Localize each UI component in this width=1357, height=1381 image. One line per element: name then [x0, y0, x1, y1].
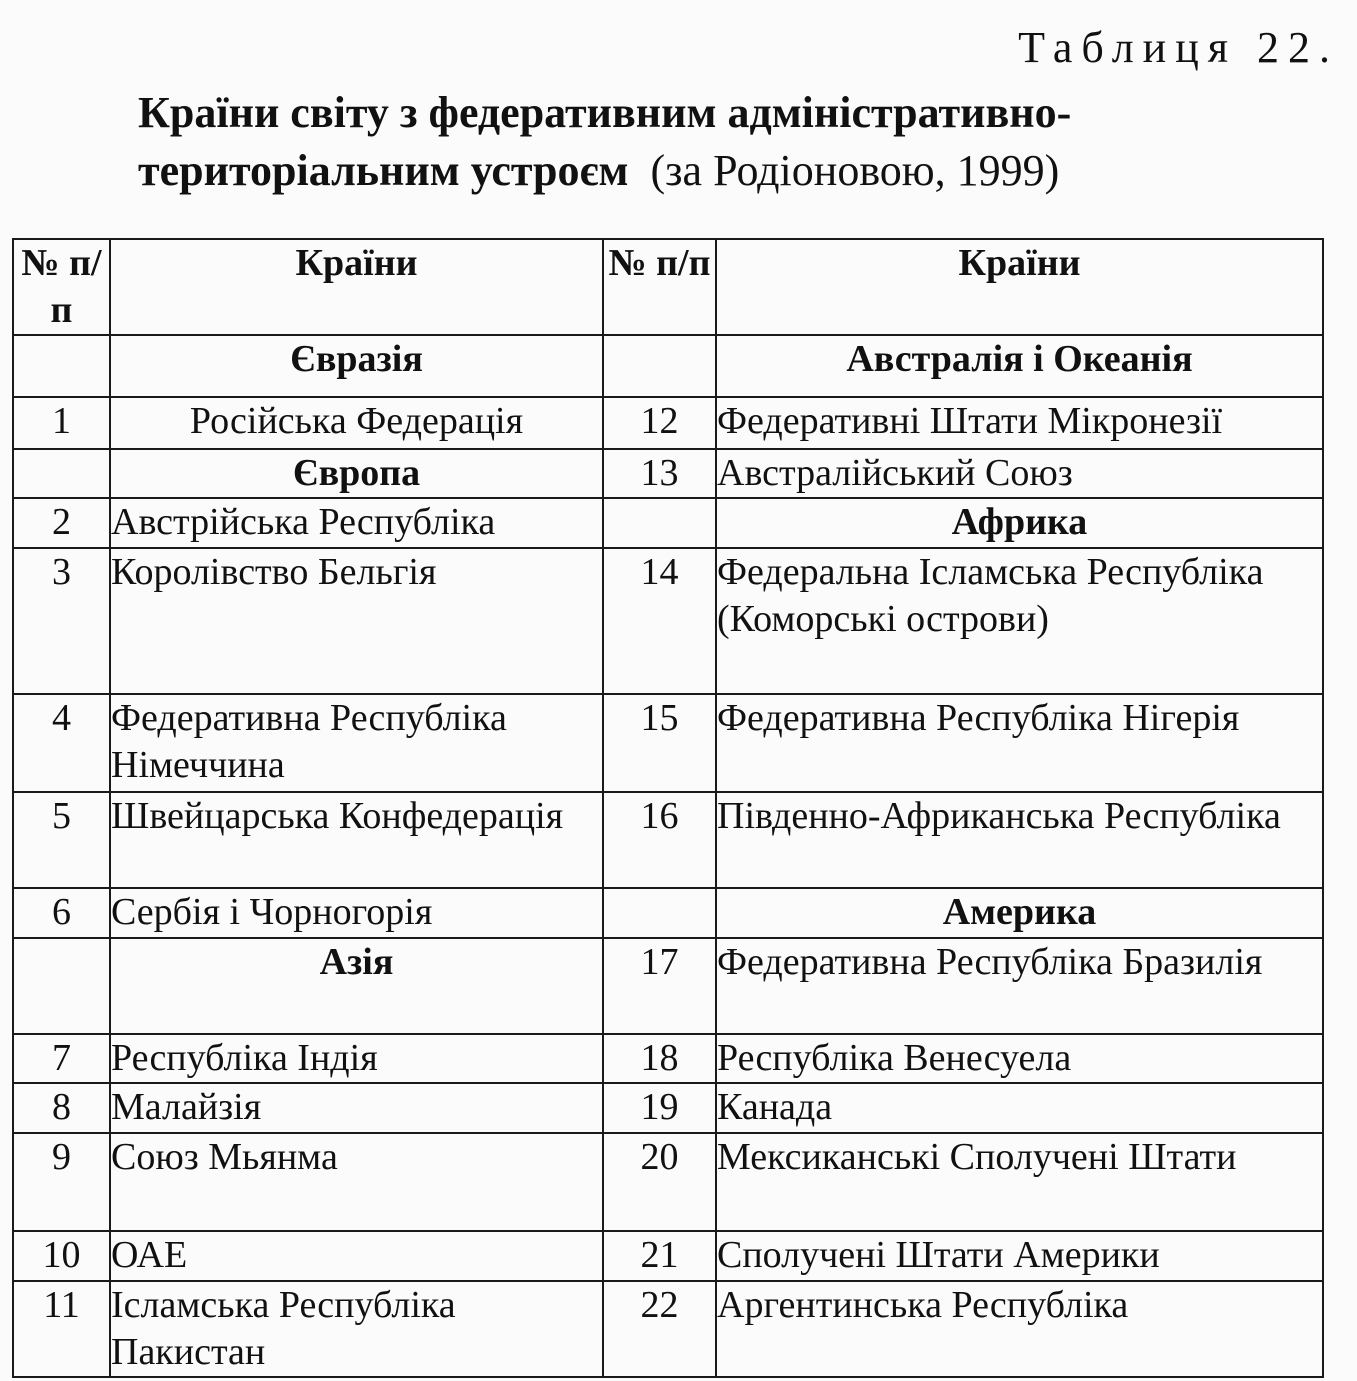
- row-number-right: 16: [603, 792, 716, 888]
- row-number-right: 12: [603, 397, 716, 449]
- row-number-left: 7: [13, 1034, 110, 1083]
- table-number: Таблиця 22.: [1018, 23, 1339, 72]
- row-number-right: 19: [603, 1083, 716, 1133]
- country-name-right: Республіка Венесуела: [716, 1034, 1323, 1083]
- region-heading-left: Євразія: [110, 335, 603, 397]
- country-name-left: Австрійська Республіка: [110, 498, 603, 548]
- region-heading-left: Європа: [110, 449, 603, 498]
- row-number-left: 10: [13, 1231, 110, 1281]
- row-number-right: 21: [603, 1231, 716, 1281]
- country-name-right: Австралійський Союз: [716, 449, 1323, 498]
- title-source: (за Родіоновою, 1999): [650, 146, 1060, 195]
- row-number-left: [13, 335, 110, 397]
- row-number-right: 18: [603, 1034, 716, 1083]
- title-line-2: [138, 142, 1071, 200]
- title-line-2-bold: територіальним устроєм: [138, 146, 629, 195]
- country-name-left: Республіка Індія: [110, 1034, 603, 1083]
- country-name-left: Швейцарська Конфедерація: [110, 792, 603, 888]
- table-row: [13, 498, 1323, 548]
- country-name-left: Ісламська Республіка Пакистан: [110, 1281, 603, 1377]
- table-row: [13, 888, 1323, 938]
- table-row: [13, 335, 1323, 397]
- country-name-right: Сполучені Штати Америки: [716, 1231, 1323, 1281]
- country-name-right: Мексиканські Сполучені Штати: [716, 1133, 1323, 1231]
- row-number-right: [603, 498, 716, 548]
- region-heading-right: Америка: [716, 888, 1323, 938]
- table-row: [13, 1083, 1323, 1133]
- row-number-left: 8: [13, 1083, 110, 1133]
- table-body: [13, 239, 1323, 1377]
- country-name-left: Малайзія: [110, 1083, 603, 1133]
- row-number-right: [603, 335, 716, 397]
- table-row: [13, 1034, 1323, 1083]
- row-number-right: 15: [603, 694, 716, 792]
- country-name-right: Федеративна Республіка Нігерія: [716, 694, 1323, 792]
- country-name-left: ОАЕ: [110, 1231, 603, 1281]
- row-number-left: 9: [13, 1133, 110, 1231]
- row-number-right: 13: [603, 449, 716, 498]
- table-header-row: [13, 239, 1323, 335]
- row-number-right: 22: [603, 1281, 716, 1377]
- row-number-left: 1: [13, 397, 110, 449]
- row-number-left: 4: [13, 694, 110, 792]
- header-countries-left: Країни: [110, 239, 603, 335]
- country-name-right: Південно-Африканська Республіка: [716, 792, 1323, 888]
- region-heading-left: Азія: [110, 938, 603, 1034]
- header-num-left: № п/п: [13, 239, 110, 335]
- country-name-left: Російська Федерація: [110, 397, 603, 449]
- row-number-left: [13, 938, 110, 1034]
- row-number-right: 20: [603, 1133, 716, 1231]
- table-row: [13, 1281, 1323, 1377]
- row-number-left: 11: [13, 1281, 110, 1377]
- row-number-left: [13, 449, 110, 498]
- country-name-left: Королівство Бельгія: [110, 548, 603, 694]
- title-line-1: Країни світу з федеративним адміністративно-: [138, 88, 1072, 137]
- countries-table: [12, 238, 1324, 1378]
- table-row: [13, 449, 1323, 498]
- country-name-left: Сербія і Чорногорія: [110, 888, 603, 938]
- row-number-left: 3: [13, 548, 110, 694]
- country-name-right: Федеративні Штати Мікронезії: [716, 397, 1323, 449]
- region-heading-right: Африка: [716, 498, 1323, 548]
- table-row: [13, 1231, 1323, 1281]
- table-row: [13, 938, 1323, 1034]
- row-number-left: 2: [13, 498, 110, 548]
- row-number-right: 17: [603, 938, 716, 1034]
- table-row: [13, 792, 1323, 888]
- country-name-left: Федеративна Республіка Німеччина: [110, 694, 603, 792]
- country-name-right: Федеративна Республіка Бразилія: [716, 938, 1323, 1034]
- country-name-right: Аргентинська Республіка: [716, 1281, 1323, 1377]
- header-num-right: № п/п: [603, 239, 716, 335]
- table-row: [13, 397, 1323, 449]
- table-row: [13, 694, 1323, 792]
- table-row: [13, 548, 1323, 694]
- region-heading-right: Австралія і Океанія: [716, 335, 1323, 397]
- header-countries-right: Країни: [716, 239, 1323, 335]
- country-name-right: Канада: [716, 1083, 1323, 1133]
- table-row: [13, 1133, 1323, 1231]
- document-title: [138, 84, 1071, 200]
- row-number-right: [603, 888, 716, 938]
- country-name-right: Федеральна Ісламська Республіка (Коморські острови): [716, 548, 1323, 694]
- country-name-left: Союз Мьянма: [110, 1133, 603, 1231]
- row-number-left: 5: [13, 792, 110, 888]
- row-number-right: 14: [603, 548, 716, 694]
- row-number-left: 6: [13, 888, 110, 938]
